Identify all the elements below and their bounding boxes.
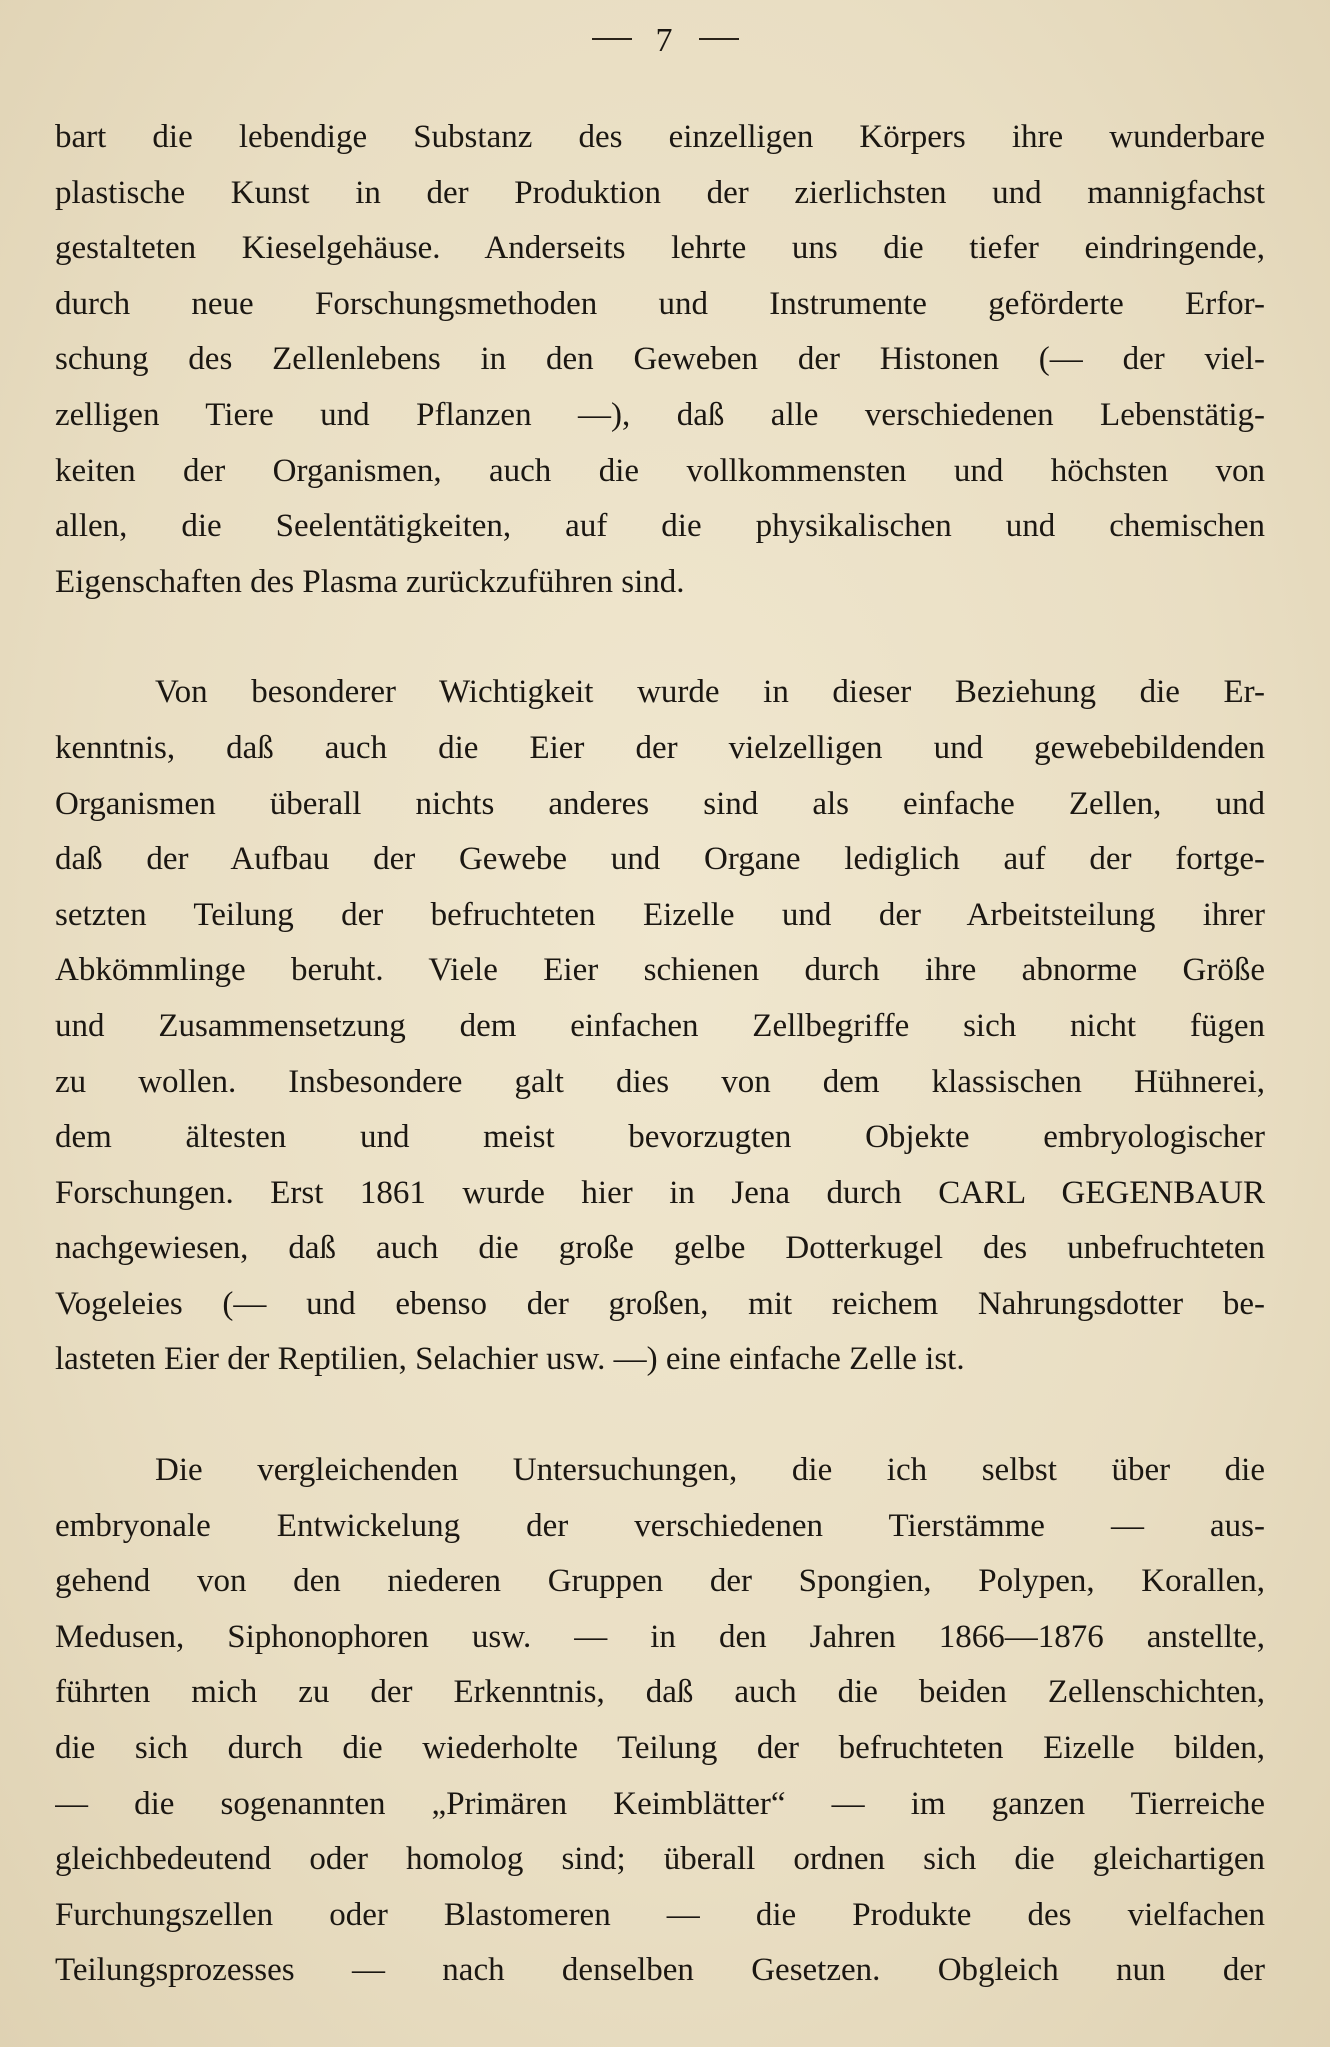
text-line: und Zusammensetzung dem einfachen Zellbegriffe sich nicht fügen	[55, 1007, 1265, 1044]
text-line: zu wollen. Insbesondere galt dies von dem klassischen Hühnerei,	[55, 1063, 1265, 1100]
text-line: die sich durch die wiederholte Teilung der befruchteten Eizelle bilden,	[55, 1730, 1265, 1767]
text-line: plastische Kunst in der Produktion der zierlichsten und mannigfachst	[55, 174, 1265, 211]
text-line: gleichbedeutend oder homolog sind; überall ordnen sich die gleichartigen	[55, 1841, 1265, 1878]
page-number: 7	[655, 22, 675, 59]
text-line: schung des Zellenlebens in den Geweben der Histonen (— der viel-	[55, 341, 1265, 378]
text-line: Medusen, Siphonophoren usw. — in den Jahren 1866—1876 anstellte,	[55, 1618, 1265, 1655]
text-line: embryonale Entwickelung der verschiedenen Tierstämme — aus-	[55, 1507, 1265, 1544]
text-line: nachgewiesen, daß auch die große gelbe Dotterkugel des unbefruchteten	[55, 1230, 1265, 1267]
text-line: — die sogenannten „Primären Keimblätter“ — im ganzen Tierreiche	[55, 1785, 1265, 1822]
text-line: keiten der Organismen, auch die vollkommensten und höchsten von	[55, 452, 1265, 489]
text-line: bart die lebendige Substanz des einzelligen Körpers ihre wunderbare	[55, 119, 1265, 155]
left-dash-ornament	[592, 38, 632, 40]
text-line: gehend von den niederen Gruppen der Spongien, Polypen, Korallen,	[55, 1563, 1265, 1600]
right-dash-ornament	[699, 38, 739, 40]
text-line: Forschungen. Erst 1861 wurde hier in Jena durch CARL GEGENBAUR	[55, 1174, 1265, 1211]
text-line: Organismen überall nichts anderes sind als einfache Zellen, und	[55, 785, 1265, 822]
text-line: Die vergleichenden Untersuchungen, die ich selbst über die	[155, 1452, 1265, 1489]
text-line: lasteten Eier der Reptilien, Selachier usw. —) eine einfache Zelle ist.	[55, 1341, 965, 1378]
text-line: führten mich zu der Erkenntnis, daß auch die beiden Zellenschichten,	[55, 1674, 1265, 1711]
text-line: Teilungsprozesses — nach denselben Gesetzen. Obgleich nun der	[55, 1952, 1265, 1989]
text-line: allen, die Seelentätigkeiten, auf die physikalischen und chemischen	[55, 508, 1265, 545]
text-line: kenntnis, daß auch die Eier der vielzelligen und gewebebildenden	[55, 729, 1265, 766]
text-line: Vogeleies (— und ebenso der großen, mit reichem Nahrungsdotter be-	[55, 1285, 1265, 1322]
text-line: gestalteten Kieselgehäuse. Anderseits lehrte uns die tiefer eindringende,	[55, 230, 1265, 267]
text-line: dem ältesten und meist bevorzugten Objekte embryologischer	[55, 1119, 1265, 1156]
text-line: Eigenschaften des Plasma zurückzuführen sind.	[55, 563, 685, 600]
paragraph-gap	[55, 1388, 1265, 1443]
page-number-header	[0, 22, 1330, 60]
text-line: zelligen Tiere und Pflanzen —), daß alle verschiedenen Lebenstätig-	[55, 396, 1265, 433]
paragraph-1	[55, 110, 1265, 610]
text-line: Abkömmlinge beruht. Viele Eier schienen durch ihre abnorme Größe	[55, 952, 1265, 989]
text-line: daß der Aufbau der Gewebe und Organe lediglich auf der fortge-	[55, 841, 1265, 878]
text-line: setzten Teilung der befruchteten Eizelle und der Arbeitsteilung ihrer	[55, 896, 1265, 933]
paragraph-2	[55, 665, 1265, 1388]
text-line: durch neue Forschungsmethoden und Instrumente geförderte Erfor-	[55, 285, 1265, 322]
paragraph-gap	[55, 610, 1265, 665]
body-text	[55, 110, 1265, 1999]
paragraph-3	[55, 1443, 1265, 1999]
text-line: Furchungszellen oder Blastomeren — die Produkte des vielfachen	[55, 1896, 1265, 1933]
text-line: Von besonderer Wichtigkeit wurde in dieser Beziehung die Er-	[155, 674, 1265, 711]
